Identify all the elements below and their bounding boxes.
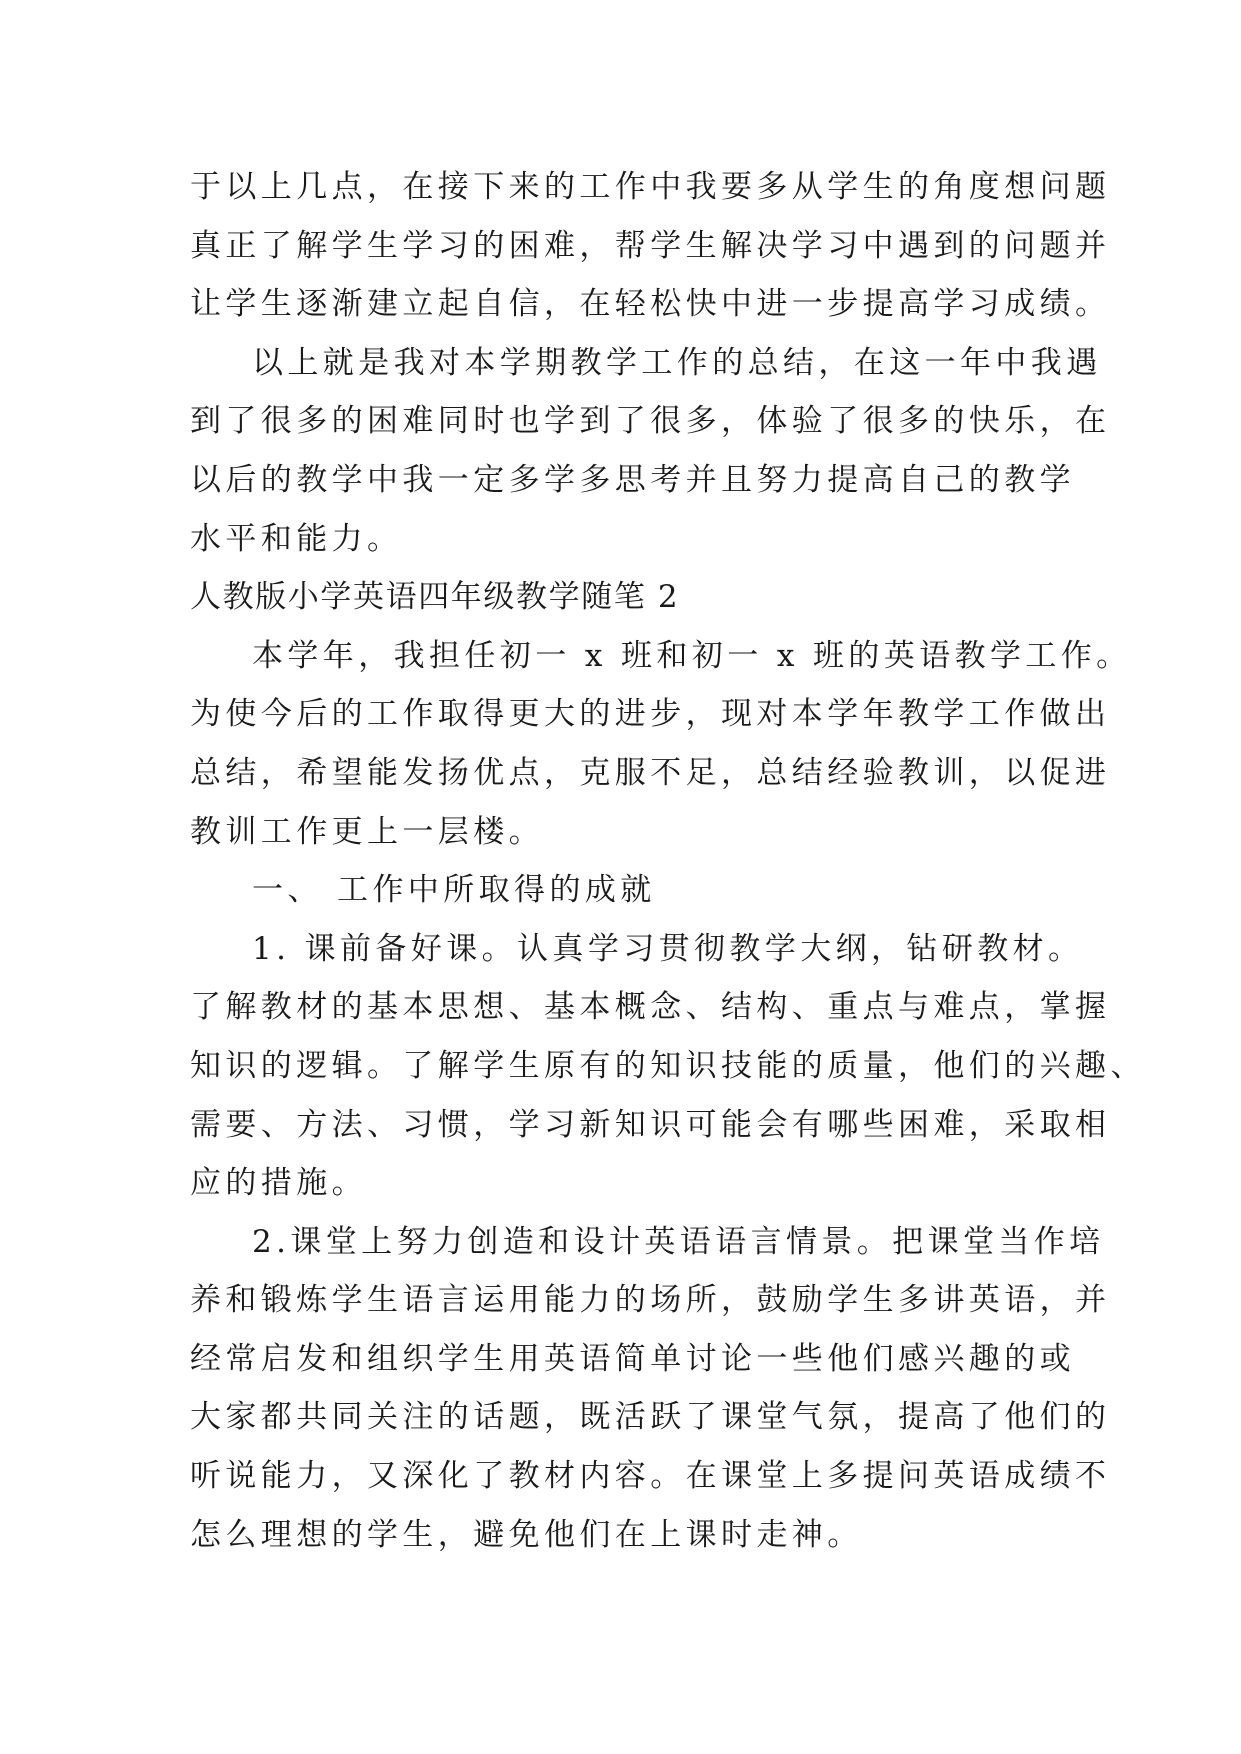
text-line: 了解教材的基本思想、基本概念、结构、重点与难点，掌握 (190, 989, 1111, 1026)
text-line: 听说能力，又深化了教材内容。在课堂上多提问英语成绩不 (190, 1458, 1111, 1495)
text-line: 2.课堂上努力创造和设计英语语言情景。把课堂当作培 (252, 1223, 1105, 1260)
text-line: 以后的教学中我一定多学多思考并且努力提高自己的教学 (190, 461, 1075, 498)
text-line: 水平和能力。 (190, 520, 403, 557)
text-line: 以上就是我对本学期教学工作的总结，在这一年中我遇 (252, 344, 1102, 381)
section-heading: 人教版小学英语四年级教学随笔 2 (190, 579, 680, 616)
text-line: 于以上几点，在接下来的工作中我要多从学生的角度想问题 (190, 169, 1111, 205)
text-line: 本学年，我担任初一 x 班和初一 x 班的英语教学工作。 (252, 637, 1132, 674)
text-line: 大家都共同关注的话题，既活跃了课堂气氛，提高了他们的 (190, 1399, 1111, 1436)
text-line: 一、 工作中所取得的成就 (252, 872, 656, 909)
text-line: 教训工作更上一层楼。 (190, 813, 544, 850)
text-line: 让学生逐渐建立起自信，在轻松快中进一步提高学习成绩。 (190, 286, 1111, 323)
text-line: 应的措施。 (190, 1165, 367, 1202)
text-line: 怎么理想的学生，避免他们在上课时走神。 (190, 1516, 863, 1553)
text-line: 总结，希望能发扬优点，克服不足，总结经验教训，以促进 (190, 754, 1111, 791)
text-line: 需要、方法、习惯，学习新知识可能会有哪些困难，采取相 (190, 1106, 1111, 1143)
document-body (190, 158, 1146, 1564)
text-line: 为使今后的工作取得更大的进步，现对本学年教学工作做出 (190, 696, 1111, 733)
text-line: 知识的逻辑。了解学生原有的知识技能的质量，他们的兴趣、 (190, 1047, 1146, 1084)
text-line: 养和锻炼学生语言运用能力的场所，鼓励学生多讲英语，并 (190, 1282, 1111, 1319)
text-line: 经常启发和组织学生用英语简单讨论一些他们感兴趣的或 (190, 1340, 1075, 1377)
text-line: 1. 课前备好课。认真学习贯彻教学大纲，钻研教材。 (252, 930, 1084, 967)
text-line: 到了很多的困难同时也学到了很多，体验了很多的快乐，在 (190, 403, 1111, 440)
text-line: 真正了解学生学习的困难，帮学生解决学习中遇到的问题并 (190, 227, 1111, 264)
